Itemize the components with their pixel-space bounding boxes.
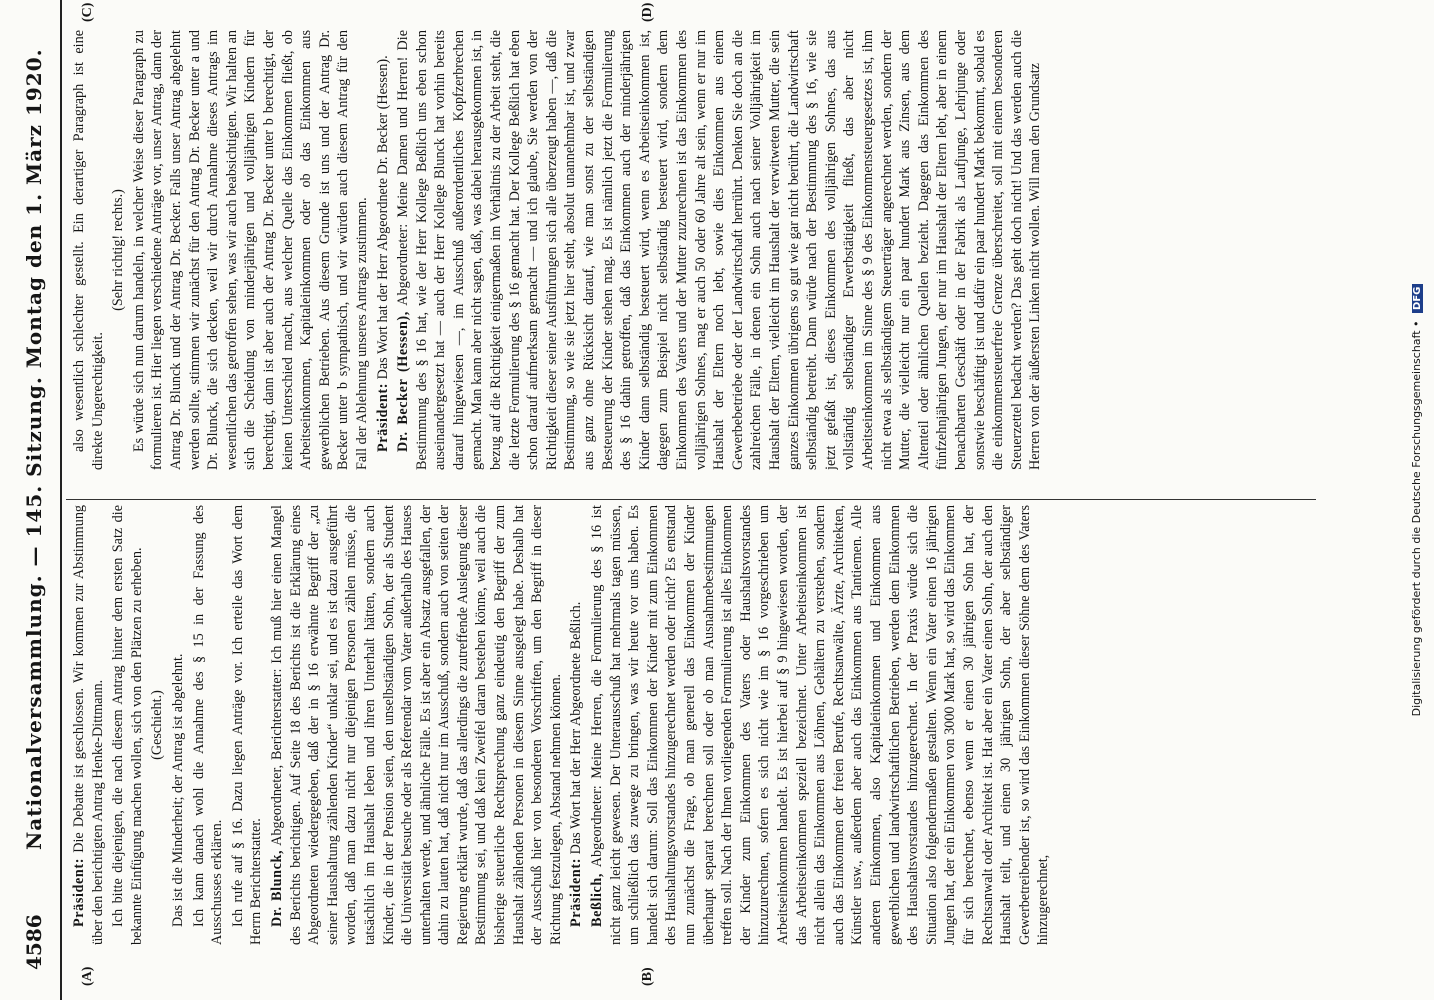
paragraph	[70, 505, 107, 945]
dfg-logo: DFG	[1412, 284, 1423, 313]
paragraph-text: Ich bitte diejenigen, die nach diesem Antrag hinter dem ersten Satz die bekannte Einfügung machen wollen, sich von den Plätzen zu erheben.	[110, 505, 145, 945]
marker-c: (C)	[80, 2, 95, 22]
paragraph-text: (Sehr richtig! rechts.)	[110, 189, 127, 311]
right-column	[70, 30, 1300, 470]
paragraph	[109, 30, 128, 470]
column-divider	[66, 499, 1316, 500]
paragraph-text: Ich kann danach wohl die Annahme des § 15 in der Fassung des Ausschusses erklären.	[190, 505, 226, 945]
speaker-name: Präsident:	[71, 857, 87, 927]
paragraph	[148, 505, 167, 945]
paragraph-text: Abgeordneter, Berichterstatter: Ich muß hier einen Mangel des Berichts berichtigen. Auf Seite 18 des Berichts ist die Erklärung eines Abgeordneten wiedergegeben, daß der in § 16 erwähnte Begriff der „zu seiner Haushaltung zählenden Kinder“ unklar sei, und es ist dazu ausgeführt worden, daß man dazu nicht nur diejenigen Personen zählen müsse, die tatsächlich im Haushalt leben und ihren Unterhalt hätten, sondern auch Kinder, die in der Pension seien, den unselbständigen Sohn, der als Student die Universität besuche oder als Referendar vom Vater außerhalb des Hauses unterhalten werde, und ähnliche Fälle. Es ist aber ein Absatz ausgefallen, der dahin zu lauten hat, daß nicht nur im Ausschuß, sondern auch von seiten der Regierung erklärt wurde, daß das allerdings die zutreffende Auslegung dieser Bestimmung sei, und daß kein Zweifel daran bestehen könne, weil auch die bisherige steuerliche Rechtsprechung ganz eindeutig den Begriff der zum Haushalt zählenden Personen in diesem Sinne ausgelegt habe. Deshalb hat der Ausschuß hier von besonderen Vorschriften, um den Begriff in dieser Richtung festzulegen, Abstand nehmen können.	[268, 505, 564, 945]
paragraph	[70, 30, 107, 470]
speaker-name: Dr. Becker (Hessen),	[395, 311, 412, 452]
paragraph-text: Das Wort hat der Herr Abgeordnete Dr. Becker (Hessen).	[374, 55, 391, 380]
page-header	[0, 0, 62, 1000]
left-column	[70, 505, 1300, 945]
footer-text: Digitalisierung gefördert durch die Deutsche Forschungsgemeinschaft •	[1410, 320, 1423, 717]
paragraph	[229, 505, 266, 945]
paragraph	[169, 505, 188, 945]
paragraph-text: Das Wort hat der Herr Abgeordnete Beßlich.	[568, 601, 585, 855]
paragraph	[588, 505, 1053, 945]
marker-a: (A)	[80, 966, 95, 986]
paragraph	[190, 505, 227, 945]
running-title: Nationalversammlung. — 145. Sitzung. Montag den 1. März 1920.	[22, 48, 46, 850]
paragraph-text: Die Debatte ist geschlossen. Wir kommen zur Abstimmung über den berichtigten Antrag Henke-Dittmann.	[71, 505, 106, 945]
marker-b: (B)	[640, 967, 655, 986]
marker-d: (D)	[640, 2, 655, 22]
paragraph	[109, 505, 146, 945]
paragraph-text: Das ist die Minderheit; der Antrag ist abgelehnt.	[169, 653, 186, 927]
paragraph	[268, 505, 566, 945]
footer	[1410, 0, 1423, 1000]
paragraph-text: Abgeordneter: Meine Damen und Herren! Die Bestimmung des § 16 hat, wie der Herr Kollege Beßlich uns eben schon auseinandergesetzt hat — auch der Herr Kollege Blunck hat vorhin bereits darauf hingewiesen —, im Ausschuß außerordentliches Kopfzerbrechen gemacht. Man kann aber nicht sagen, daß, was dabei herausgekommen ist, in bezug auf die Richtigkeit einigermaßen im Verhältnis zu der Arbeit steht, die die letzte Formulierung des § 16 gemacht hat. Der Kollege Beßlich hat eben schon darauf aufmerksam gemacht — und ich glaube, Sie werden von der Richtigkeit dieser seiner Ausführungen sich alle überzeugt haben —, daß die Bestimmung, so wie sie jetzt hier steht, absolut unannehmbar ist, und zwar aus ganz ohne Rücksicht darauf, wie man sonst zu der selbständigen Besteuerung der Kinder stehen mag. Es ist nämlich jetzt die Formulierung des § 16 dahin getroffen, daß das Einkommen auch der minderjährigen Kinder dann selbständig besteuert wird, wenn es Arbeitseinkommen ist, dagegen zum Beispiel nicht selbständig besteuert wird, sondern dem Einkommen des Vaters und der Mutter zuzurechnen ist das Einkommen des volljährigen Sohnes, mag er auch 50 oder 60 Jahre alt sein, wenn er nur im Haushalt der Eltern noch lebt, sowie dies Einkommen aus einem Gewerbebetriebe oder der Landwirtschaft herrührt. Denken Sie doch an die zahlreichen Fälle, in denen ein Sohn auch nach seiner Volljährigkeit im Haushalt der Eltern, vielleicht im Haushalt der verwitweten Mutter, die sein ganzes Einkommen übrigens so gut wie gar nicht berührt, die Landwirtschaft selbständig betreibt. Dann würde nach der Bestimmung des § 16, wie sie jetzt gefaßt ist, dieses Einkommen des volljährigen Sohnes, das aus vollständig selbständiger Erwerbstätigkeit fließt, das aber nicht Arbeitseinkommen im Sinne des § 9 des Einkommensteuergesetzes ist, ihm nicht etwa als selbständigem Steuerträger angerechnet werden, sondern der Mutter, die vielleicht nur ein paar hundert Mark aus Zinsen, aus dem Altenteil oder ähnlichen Quellen bezieht. Dagegen das Einkommen des fünfzehnjährigen Jungen, der nur im Haushalt der Eltern lebt, aber in einem benachbarten Geschäft oder in der Fabrik als Laufjunge, Lehrjunge oder sonstwie beschäftigt ist und dafür ein paar hundert Mark bekommt, sobald es die einkommensteuerfreie Grenze überschreitet, soll mit einem besonderen Steuerzettel bedacht werden? Das geht doch nicht! Und das werden auch die Herren von der äußersten Linken nicht wollen. Will man den Grundsatz	[395, 30, 1044, 470]
paragraph	[394, 30, 1045, 470]
paragraph-text: Es würde sich nun darum handeln, in welcher Weise dieser Paragraph zu formulieren ist. Hier liegen verschiedene Anträge vor, unser Antrag, dann der Antrag Dr. Blunck und der Antrag Dr. Becker. Falls unser Antrag abgelehnt werden sollte, stimmen wir zunächst für den Antrag Dr. Becker unter a und Dr. Blunck, die sich decken, weil wir durch Annahme dieses Antrags im wesentlichen das getroffen sehen, was wir auch beabsichtigten. Wir halten an sich die Scheidung von minderjährigen und volljährigen Kindern für berechtigt, dann ist aber auch der Antrag Dr. Becker unter b berechtigt, der keinen Unterschied macht, aus welcher Quelle das Einkommen fließt, ob Arbeitseinkommen, Kapitaleinkommen oder ob das Einkommen aus gewerblichen Betrieben. Aus diesem Grunde ist uns und der Antrag Dr. Becker unter b sympathisch, und wir würden auch diesem Antrag für den Fall der Ablehnung unseres Antrags zustimmen.	[130, 30, 370, 470]
speaker-name: Dr. Blunck,	[268, 849, 285, 927]
paragraph-text: Abgeordneter: Meine Herren, die Formulierung des § 16 ist nicht ganz leicht gewesen. Der Unterausschuß hat mehrmals tagen müssen, um schließlich das zuwege zu bringen, was wir heute vor uns haben. Es handelt sich darum: Soll das Einkommen der Kinder mit zum Einkommen des Haushaltungsvorstandes hinzugerechnet werden oder nicht? Es entstand nun zunächst die Frage, ob man generell das Einkommen der Kinder überhaupt separat berechnen soll oder ob man Ausnahmebestimmungen treffen soll. Nach der Ihnen vorliegenden Formulierung ist alles Einkommen der Kinder zum Einkommen des Vaters oder Haushaltsvorstandes hinzuzurechnen, sofern es sich nicht wie im § 16 vorgeschrieben um Arbeitseinkommen handelt. Es ist hierbei auf § 9 hingewiesen worden, der das Arbeitseinkommen speziell bezeichnet. Unter Arbeitseinkommen ist nicht allein das Einkommen aus Löhnen, Gehältern zu verstehen, sondern auch das Einkommen der freien Berufe, Rechtsanwälte, Ärzte, Architekten, Künstler usw., außerdem aber auch das Einkommen aus Tantiemen. Alle anderen Einkommen, also Kapitaleinkommen und Einkommen aus gewerblichen und landwirtschaftlichen Betrieben, werden dem Einkommen des Haushaltsvorstandes hinzugerechnet. In der Praxis würde sich die Situation also folgendermaßen gestalten. Wenn ein Vater einen 16 jährigen Jungen hat, der ein Einkommen von 3000 Mark hat, so wird das Einkommen für sich berechnet, ebenso wenn er einen 30 jährigen Sohn hat, der Rechtsanwalt oder Architekt ist. Hat aber ein Vater einen Sohn, der auch den Haushalt teilt, und einen 30 jährigen Sohn, der aber selbständiger Gewerbetreibender ist, so wird das Einkommen dieser Söhne dem des Vaters hinzugerechnet,	[589, 505, 1052, 945]
paragraph-text: Ich rufe auf § 16. Dazu liegen Anträge vor. Ich erteile das Wort dem Herrn Berichterstatter.	[229, 505, 265, 945]
speaker-name: Präsident:	[374, 382, 391, 452]
speaker-name: Beßlich,	[589, 872, 606, 927]
paragraph	[374, 30, 393, 470]
speaker-name: Präsident:	[568, 857, 585, 927]
paragraph	[130, 30, 372, 470]
paragraph	[567, 505, 586, 945]
paragraph-text: (Geschieht.)	[149, 690, 166, 760]
page-number: 4586	[22, 914, 46, 970]
paragraph-text: also wesentlich schlechter gestellt. Ein derartiger Paragraph ist eine direkte Ungerechtigkeit.	[71, 30, 106, 470]
